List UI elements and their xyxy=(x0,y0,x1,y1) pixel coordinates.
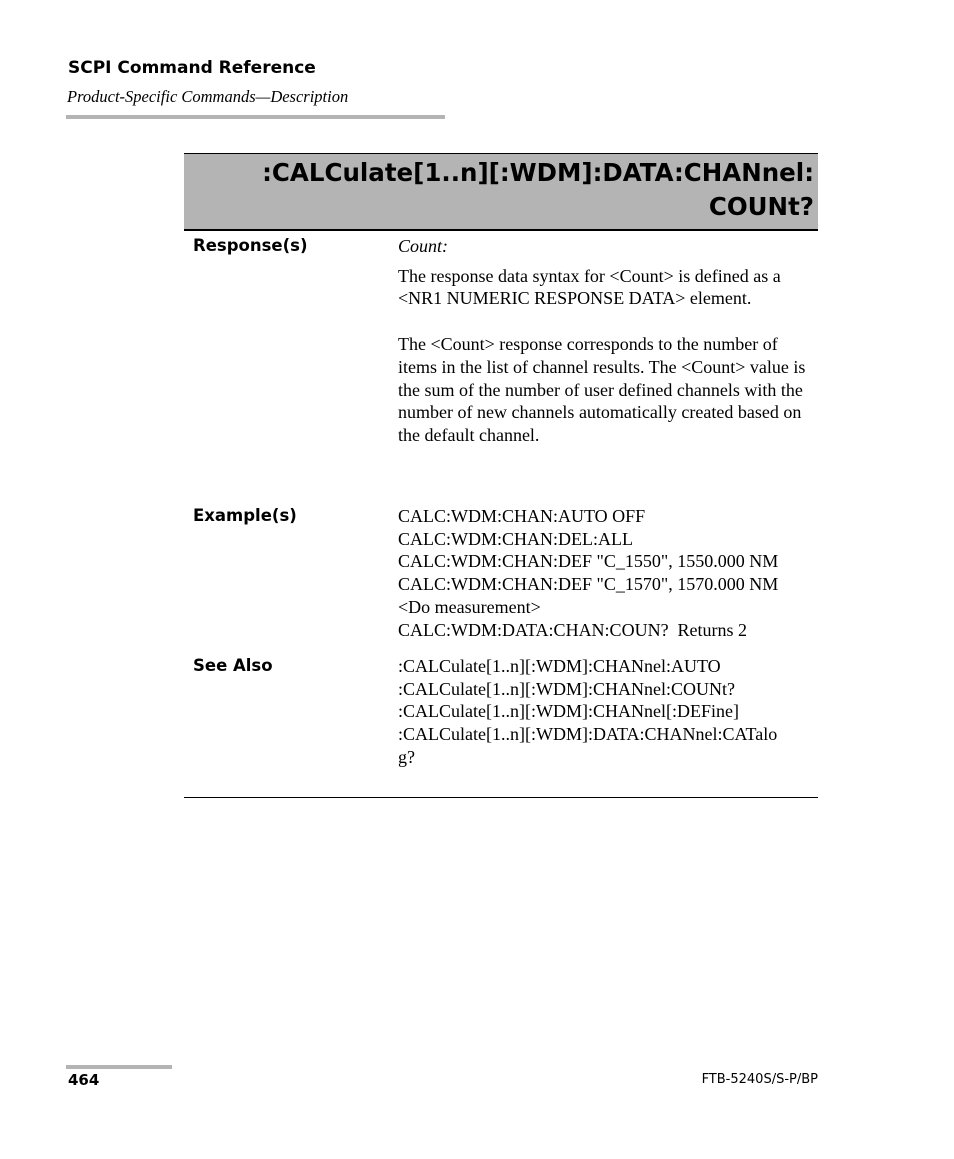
header-divider xyxy=(66,115,445,119)
command-heading-line1: :CALCulate[1..n][:WDM]:DATA:CHANnel: xyxy=(262,158,814,187)
response-param: Count: xyxy=(398,236,449,256)
subsection-title: Product-Specific Commands—Description xyxy=(67,87,349,106)
response-paragraph-2: The <Count> response corresponds to the number of items in the list of channel results. The <Count> value is the sum of the number of user defined channels with the number of new channels automatically created based on the default channel. xyxy=(398,334,806,445)
page-number: 464 xyxy=(68,1071,100,1089)
example-line: <Do measurement> xyxy=(398,596,541,617)
footer-divider xyxy=(66,1065,172,1069)
command-heading-box xyxy=(184,153,818,231)
example-line: CALC:WDM:CHAN:DEF "C_1550", 1550.000 NM xyxy=(398,551,779,572)
table-bottom-divider xyxy=(184,797,818,798)
see-also-item: :CALCulate[1..n][:WDM]:CHANnel[:DEFine] xyxy=(398,701,739,722)
section-title: SCPI Command Reference xyxy=(68,58,316,78)
example-line: CALC:WDM:CHAN:DEF "C_1570", 1570.000 NM xyxy=(398,574,779,595)
see-also-item: g? xyxy=(398,746,415,767)
see-also-item: :CALCulate[1..n][:WDM]:CHANnel:AUTO xyxy=(398,656,721,676)
examples-label: Example(s) xyxy=(193,506,297,525)
examples-list xyxy=(398,505,818,641)
command-heading-line2: COUNt? xyxy=(708,192,814,221)
see-also-item: :CALCulate[1..n][:WDM]:DATA:CHANnel:CATalo xyxy=(398,724,778,745)
example-line: CALC:WDM:DATA:CHAN:COUN? Returns 2 xyxy=(398,619,748,640)
product-name: FTB-5240S/S-P/BP xyxy=(701,1072,818,1087)
example-line: CALC:WDM:CHAN:AUTO OFF xyxy=(398,506,646,526)
see-also-item: :CALCulate[1..n][:WDM]:CHANnel:COUNt? xyxy=(398,678,735,699)
response-paragraph-1: The response data syntax for <Count> is defined as a <NR1 NUMERIC RESPONSE DATA> element. xyxy=(398,265,781,309)
response-label: Response(s) xyxy=(193,236,308,255)
see-also-label: See Also xyxy=(193,656,273,675)
example-line: CALC:WDM:CHAN:DEL:ALL xyxy=(398,528,633,549)
response-content xyxy=(398,235,818,447)
command-heading xyxy=(262,156,814,224)
see-also-list xyxy=(398,655,818,769)
